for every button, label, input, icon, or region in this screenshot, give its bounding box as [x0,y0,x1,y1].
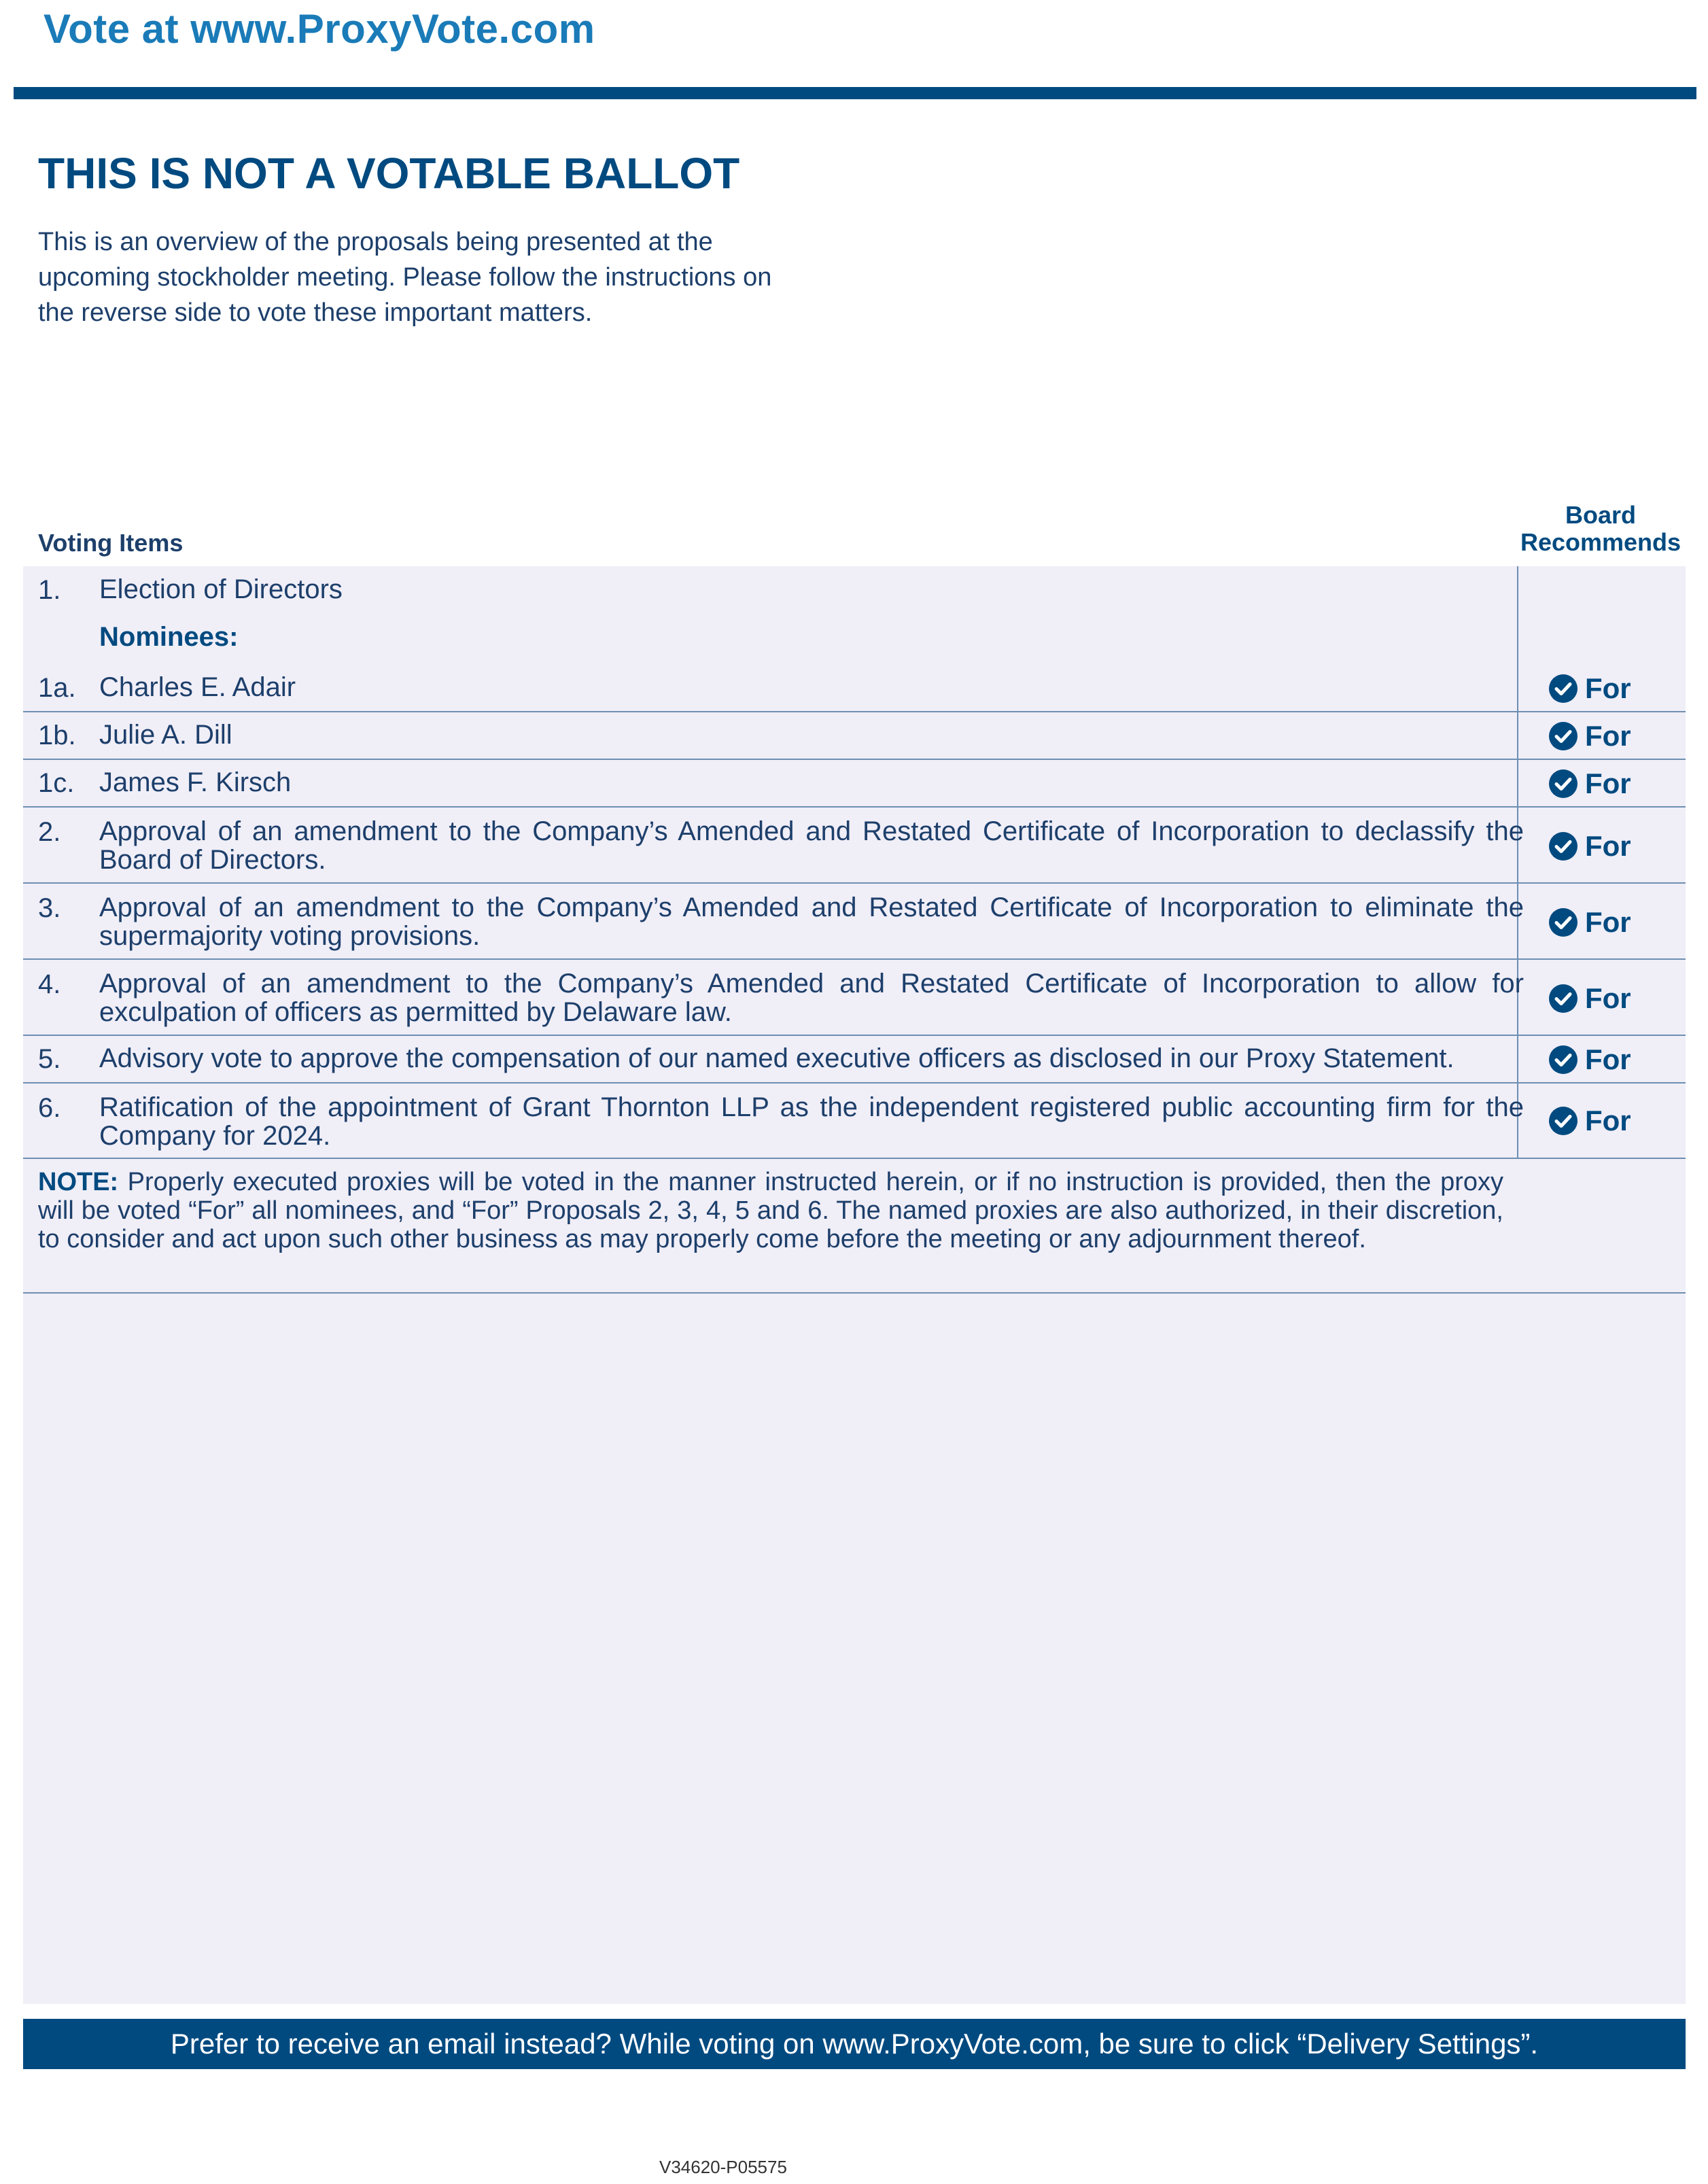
board-recommendation [1522,1104,1686,1138]
recommendation-label: For [1585,1043,1631,1075]
board-recommends-line1: Board [1565,501,1636,529]
board-recommendation [1522,829,1686,863]
intro-line: upcoming stockholder meeting. Please follow the instructions on [38,263,772,292]
note-divider [23,1292,1686,1294]
item-text: Approval of an amendment to the Company’s Amended and Restated Certificate of Incorporation to eliminate the supermajority voting provisions. [99,892,1524,951]
note-text: Properly executed proxies will be voted in the manner instructed herein, or if no instruction is provided, then the proxy will be voted “For” all nominees, and “For” Proposals 2, 3, 4, 5 and 6. The named proxies are also authorized, in their discretion, to consider and act upon such other business as may properly come before the meeting or any adjournment thereof. [38,1168,1503,1253]
item-number: 1. [38,575,61,605]
item-text: Advisory vote to approve the compensation of our named executive officers as disclosed in our Proxy Statement. [99,1043,1454,1073]
voting-items-header: Voting Items [38,529,184,557]
item-number: 6. [38,1093,61,1123]
item-number: 5. [38,1044,61,1074]
table-row [23,884,1686,960]
table-row [23,760,1686,808]
check-circle-icon [1548,769,1578,799]
item-number: 2. [38,817,61,847]
item-text: Ratification of the appointment of Grant Thornton LLP as the independent registered public accounting firm for the Company for 2024. [99,1092,1524,1151]
note-paragraph [38,1168,1503,1253]
item-number: 1b. [38,721,76,750]
intro-paragraph [38,224,854,330]
item-number: 3. [38,893,61,923]
recommendation-label: For [1585,1105,1631,1137]
table-row [23,960,1686,1036]
intro-line: the reverse side to vote these important matters. [38,298,593,327]
recommendation-label: For [1585,767,1631,799]
check-circle-icon [1548,984,1578,1013]
board-recommends-line2: Recommends [1520,528,1681,556]
intro-line: This is an overview of the proposals being presented at the [38,228,713,256]
board-recommendation [1522,672,1686,706]
item-number: 4. [38,969,61,999]
board-recommendation [1522,719,1686,753]
item-text: Approval of an amendment to the Company’s Amended and Restated Certificate of Incorporation to declassify the Board of Directors. [99,816,1524,875]
page-title: THIS IS NOT A VOTABLE BALLOT [38,149,740,198]
table-row [23,712,1686,760]
check-circle-icon [1548,721,1578,751]
recommendation-label: For [1585,982,1631,1014]
recommendation-label: For [1585,906,1631,938]
item-text: Charles E. Adair [99,672,296,702]
item-text: Election of Directors [99,574,343,604]
table-row [23,1036,1686,1084]
document-code: V34620-P05575 [659,2157,787,2177]
note-label: NOTE: [38,1168,119,1196]
check-circle-icon [1548,1106,1578,1136]
header-rule [14,87,1696,99]
table-row [23,808,1686,884]
table-row [23,666,1686,712]
board-recommends-header [1517,502,1684,556]
nominees-row [23,619,1686,659]
check-circle-icon [1548,674,1578,704]
item-text: Julie A. Dill [99,720,232,750]
check-circle-icon [1548,831,1578,861]
recommendation-label: For [1585,720,1631,752]
check-circle-icon [1548,1045,1578,1075]
item-text: Approval of an amendment to the Company’s Amended and Restated Certificate of Incorporation to allow for exculpation of officers as permitted by Delaware law. [99,969,1524,1027]
check-circle-icon [1548,907,1578,937]
item-number: 1c. [38,768,75,798]
election-row [23,571,1686,612]
board-recommendation [1522,982,1686,1016]
board-recommendation [1522,1043,1686,1077]
header-title: Vote at www.ProxyVote.com [43,6,595,52]
item-number: 1a. [38,673,76,703]
footer-banner: Prefer to receive an email instead? While voting on www.ProxyVote.com, be sure to click “Delivery Settings”. [23,2019,1686,2069]
nominees-label: Nominees: [99,622,239,652]
board-recommendation [1522,767,1686,801]
recommendation-label: For [1585,830,1631,862]
table-row [23,1084,1686,1159]
item-text: James F. Kirsch [99,767,292,797]
board-recommendation [1522,905,1686,939]
recommendation-label: For [1585,672,1631,704]
